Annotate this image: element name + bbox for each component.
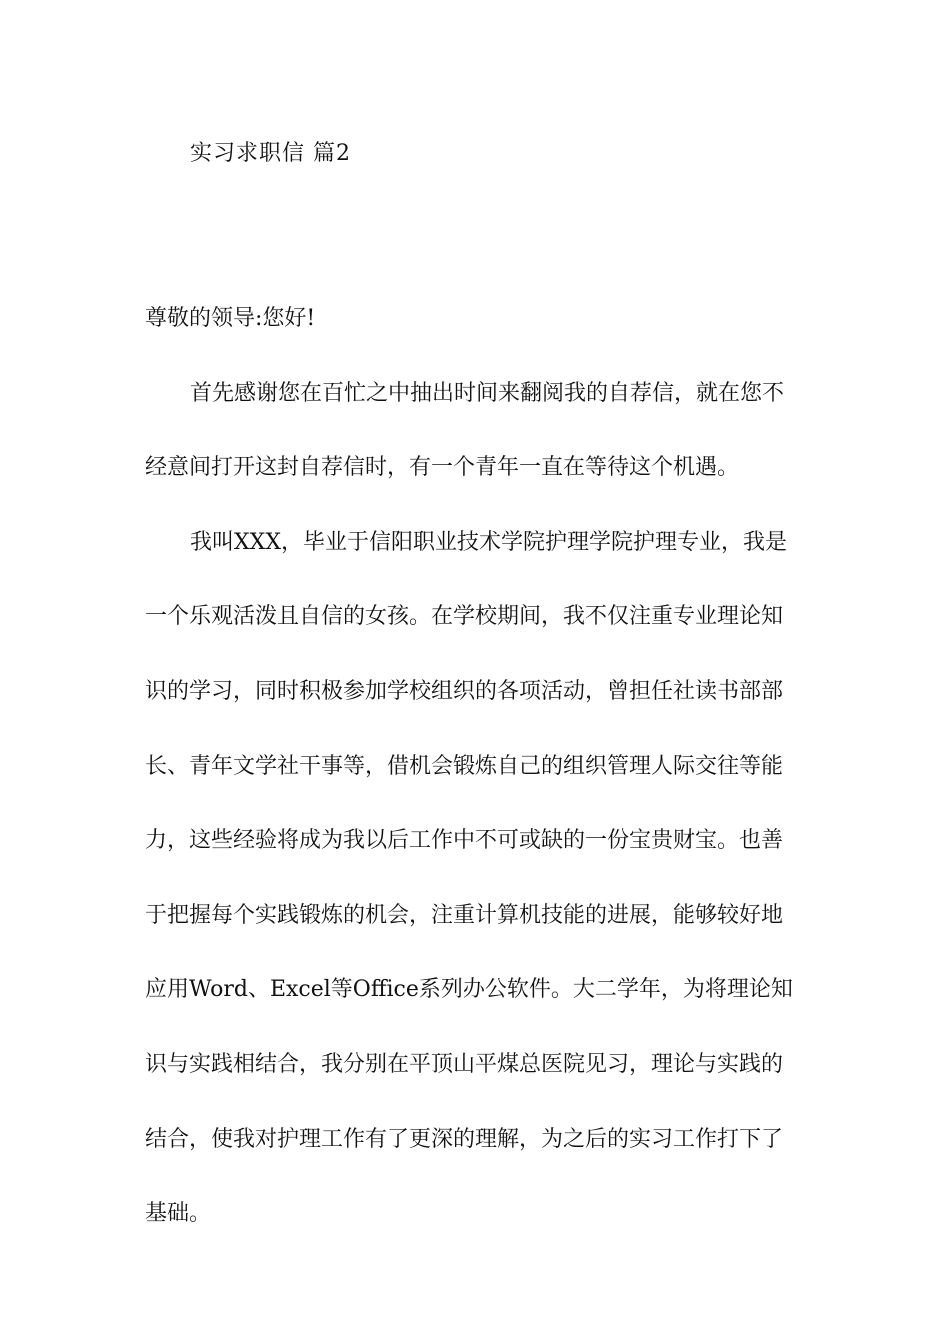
paragraph-line: 识的学习，同时积极参加学校组织的各项活动，曾担任社读书部部	[145, 678, 784, 704]
paragraph-line: 我叫XXX，毕业于信阳职业技术学院护理学院护理专业，我是	[190, 529, 787, 555]
document-body	[145, 282, 807, 1252]
paragraph-line: 长、青年文学社干事等，借机会锻炼自己的组织管理人际交往等能	[145, 753, 784, 779]
paragraph-line: 于把握每个实践锻炼的机会，注重计算机技能的进展，能够较好地	[145, 902, 784, 928]
salutation-line: 尊敬的领导:您好!	[145, 306, 316, 331]
paragraph-line: 力，这些经验将成为我以后工作中不可或缺的一份宝贵财宝。也善	[145, 828, 784, 854]
document-title: 实习求职信 篇2	[190, 141, 351, 166]
paragraph-line: 识与实践相结合，我分别在平顶山平煤总医院见习，理论与实践的	[145, 1051, 784, 1077]
paragraph-line: 一个乐观活泼且自信的女孩。在学校期间，我不仅注重专业理论知	[145, 604, 784, 630]
paragraph-line: 结合，使我对护理工作有了更深的理解，为之后的实习工作打下了	[145, 1126, 784, 1152]
paragraph-line: 基础。	[145, 1201, 212, 1227]
paragraph-line: 应用Word、Excel等Office系列办公软件。大二学年，为将理论知	[145, 977, 793, 1003]
paragraph-line: 经意间打开这封自荐信时，有一个青年一直在等待这个机遇。	[145, 455, 740, 481]
paragraph-line: 首先感谢您在百忙之中抽出时间来翻阅我的自荐信，就在您不	[190, 380, 785, 406]
